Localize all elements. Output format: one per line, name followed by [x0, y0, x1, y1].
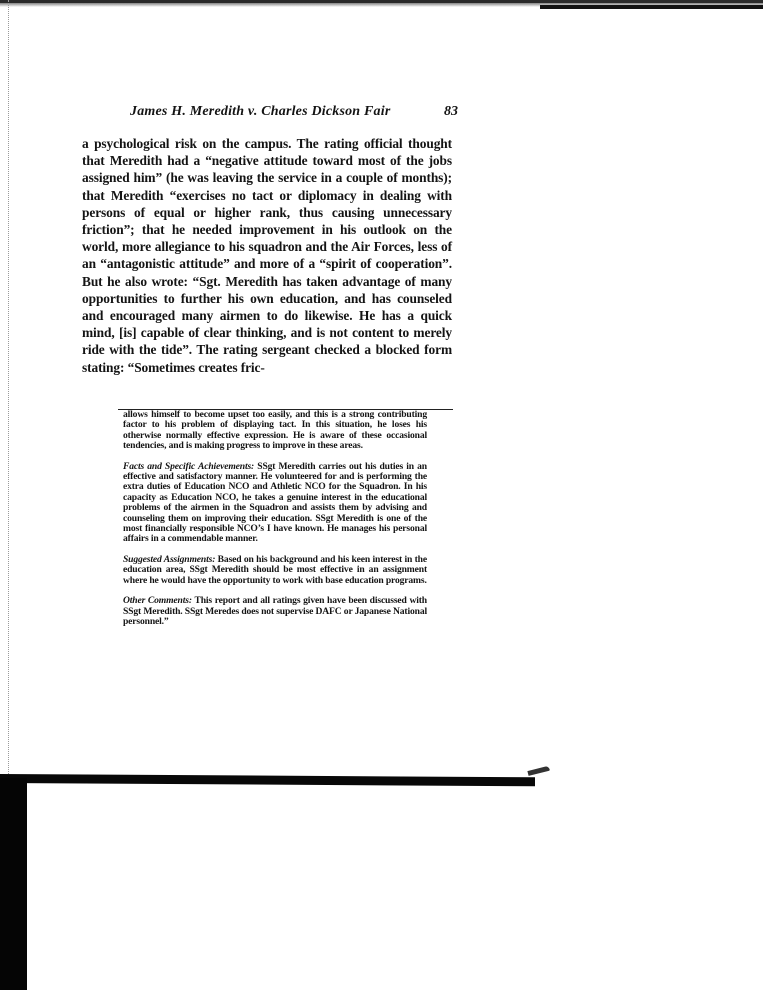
footnote-paragraph [123, 410, 427, 452]
scan-page-edge-shadow [0, 774, 535, 786]
footnote-lead: Other Comments: [123, 595, 192, 607]
footnote-text: This report and all ratings given have been discussed with SSgt Meredith. SSgt Meredes does not supervise DAFC or Japanese National personnel.” [123, 595, 427, 627]
running-head: James H. Meredith v. Charles Dickson Fair [130, 104, 391, 119]
footnote-text: Based on his background and his keen interest in the education area, SSgt Meredith should be most effective in an assignment where he would have the opportunity to work with base education programs. [123, 553, 427, 586]
scan-page-edge-curl [527, 766, 550, 776]
footnote-paragraph [123, 596, 427, 627]
footnote-lead: Suggested Assignments: [123, 553, 216, 565]
footnote-paragraph [123, 555, 427, 586]
footnote-block [123, 410, 427, 637]
body-paragraph: a psychological risk on the campus. The rating official thought that Meredith had a “negative attitude toward most of the jobs assigned him” (he was leaving the service in a couple of months); that Meredith “exercises no tact or diplomacy in dealing with persons of equal or higher rank, thus causing unnecessary friction”; that he needed improvement in his outlook on the world, more allegiance to his squadron and the Air Forces, less of an “antagonistic attitude” and more of a “spirit of cooperation”. But he also wrote: “Sgt. Meredith has taken advantage of many opportunities to further his own education, and has counseled and encouraged many airmen to do likewise. He has a quick mind, [is] capable of clear thinking, and is not content to merely ride with the tide”. The rating sergeant checked a blocked form stating: “Sometimes creates fric- [82, 136, 452, 375]
page-header [130, 104, 458, 126]
footnote-text: SSgt Meredith carries out his duties in an effective and satisfactory manner. He volunteered for and is performing the extra duties of Education NCO and Athletic NCO for the Squadron. In his capacity as Education NCO, he takes a genuine interest in the educational problems of the airmen in the Squadron and assists them by advising and counseling them on improving their education. SSgt Meredith is one of the most financially responsible NCO’s I have known. He manages his personal affairs in a commendable manner. [123, 460, 427, 545]
footnote-text: allows himself to become upset too easily, and this is a strong contributing factor to his problem of displaying tact. In this situation, he loses his otherwise normally effective expression. He is aware of these occasional tendencies, and is making progress to improve in these areas. [123, 409, 427, 452]
footnote-lead: Facts and Specific Achievements: [123, 460, 255, 472]
scan-corner-shadow [0, 778, 27, 990]
page-number: 83 [444, 104, 458, 119]
scan-top-edge-dark [540, 5, 763, 9]
footnote-paragraph [123, 462, 427, 545]
